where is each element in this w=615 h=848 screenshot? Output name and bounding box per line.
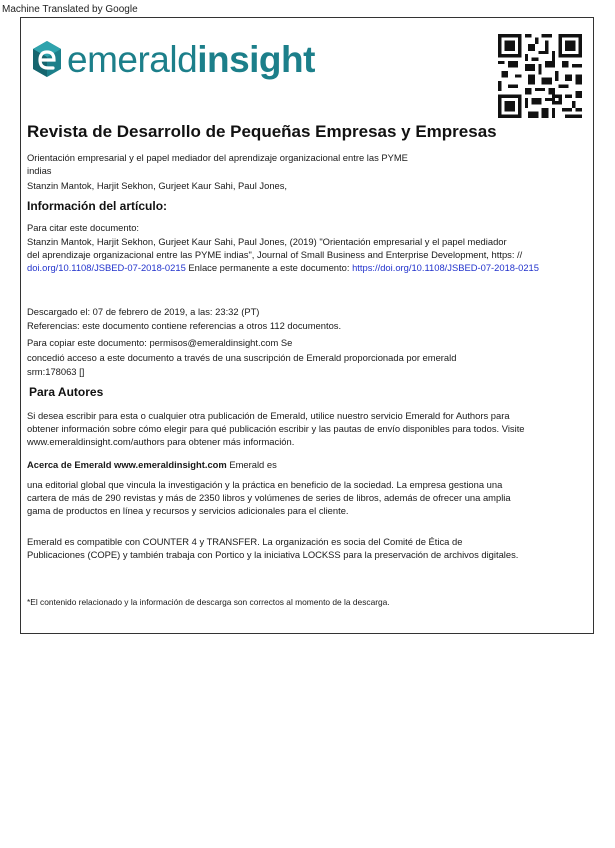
about-paragraph-line-1: una editorial global que vincula la investigación y la práctica en beneficio de la sociedad. La empresa gestiona una	[27, 479, 503, 490]
logo-wordmark	[67, 38, 315, 80]
citation-doi-link[interactable]: doi.org/10.1108/JSBED-07-2018-0215	[27, 262, 186, 273]
logo-word-insight: insight	[197, 38, 315, 80]
permalink-label: Enlace permanente a este documento:	[185, 262, 353, 273]
authors-section-heading: Para Autores	[29, 385, 104, 399]
cite-label: Para citar este documento:	[27, 222, 140, 233]
citation-line-2: del aprendizaje organizacional entre las PYME indias", Journal of Small Business and Enterprise Development, https: //	[27, 249, 523, 260]
srm-id: srm:178063 []	[27, 366, 85, 377]
cover-page-frame	[20, 17, 594, 634]
about-emerald-text: Emerald es	[226, 459, 277, 470]
about-emerald-line	[27, 459, 587, 472]
qr-code-icon	[498, 34, 582, 118]
authors-paragraph-line-1: Si desea escribir para esta o cualquier otra publicación de Emerald, utilice nuestro servicio Emerald for Authors para	[27, 410, 510, 421]
authors-paragraph-line-2: obtener información sobre cómo elegir para qué publicación escribir y las pautas de envío disponibles para todos. Visite	[27, 423, 525, 434]
permalink-link[interactable]: https://doi.org/10.1108/JSBED-07-2018-0215	[352, 262, 539, 273]
about-emerald-heading: Acerca de Emerald www.emeraldinsight.com	[27, 459, 227, 470]
journal-title: Revista de Desarrollo de Pequeñas Empresas y Empresas	[27, 122, 497, 141]
footnote: *El contenido relacionado y la información de descarga son correctos al momento de la descarga.	[27, 597, 390, 607]
copy-permissions: Para copiar este documento: permisos@emeraldinsight.com Se	[27, 337, 293, 348]
emerald-logo-icon	[31, 39, 63, 79]
authors-paragraph-line-3: www.emeraldinsight.com/authors para obtener más información.	[27, 436, 295, 447]
access-granted: concedió acceso a este documento a través de una suscripción de Emerald proporcionada por emerald	[27, 352, 457, 363]
article-authors: Stanzin Mantok, Harjit Sekhon, Gurjeet Kaur Sahi, Paul Jones,	[27, 180, 288, 191]
article-title-line-2: indias	[27, 165, 52, 176]
counter-paragraph-line-2: Publicaciones (COPE) y también trabaja con Portico y la iniciativa LOCKSS para la preservación de archivos digitales.	[27, 549, 519, 560]
article-title-line-1: Orientación empresarial y el papel mediador del aprendizaje organizacional entre las PYME	[27, 152, 408, 163]
about-paragraph-line-3: gama de productos en línea y recursos y servicios adicionales para el cliente.	[27, 505, 349, 516]
citation-line-1: Stanzin Mantok, Harjit Sekhon, Gurjeet Kaur Sahi, Paul Jones, (2019) "Orientación empresarial y el papel mediador	[27, 236, 507, 247]
emerald-insight-logo	[31, 36, 315, 82]
citation-line-3	[27, 262, 539, 275]
article-info-heading: Información del artículo:	[27, 199, 168, 213]
counter-paragraph-line-1: Emerald es compatible con COUNTER 4 y TRANSFER. La organización es socia del Comité de Ética de	[27, 536, 463, 547]
about-paragraph-line-2: cartera de más de 290 revistas y más de 2350 libros y volúmenes de series de libros, además de ofrecer una amplia	[27, 492, 511, 503]
downloaded-date: Descargado el: 07 de febrero de 2019, a las: 23:32 (PT)	[27, 306, 260, 317]
logo-word-emerald: emerald	[67, 38, 198, 80]
machine-translation-banner: Machine Translated by Google	[2, 4, 138, 15]
references-count: Referencias: este documento contiene referencias a otros 112 documentos.	[27, 320, 342, 331]
